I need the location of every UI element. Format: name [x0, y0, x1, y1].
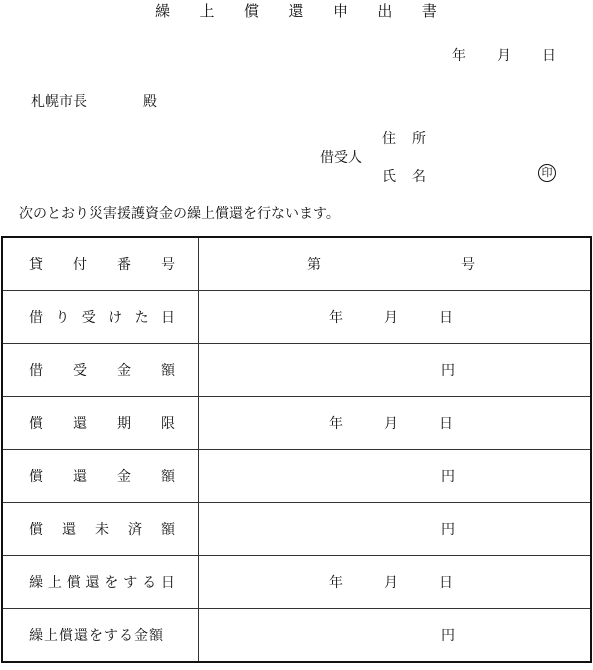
row-label-char: 額	[161, 363, 175, 379]
row-label-char: 貸	[29, 257, 43, 273]
row-label	[29, 519, 175, 539]
row-value-cell[interactable]	[199, 450, 592, 503]
row-label-char: 繰	[29, 575, 43, 591]
row-label	[29, 572, 175, 592]
row-label: 繰上償還をする金額	[29, 628, 164, 644]
row-value-cell[interactable]	[199, 556, 592, 609]
address-label-char: 住	[382, 131, 396, 147]
row-label-cell	[2, 291, 199, 344]
intro-text: 次のとおり災害援護資金の繰上償還を行ないます。	[19, 206, 340, 222]
row-label-cell	[2, 344, 199, 397]
row-label-char: り	[55, 310, 70, 326]
row-value-cell[interactable]	[199, 503, 592, 556]
row-value-cell[interactable]	[199, 291, 592, 344]
address-label	[382, 128, 426, 148]
number-unit: 第	[307, 257, 321, 273]
row-label-char: 受	[73, 363, 87, 379]
name-label	[382, 166, 426, 186]
row-label-char: 限	[161, 416, 175, 432]
row-label-char: る	[142, 575, 157, 591]
date-field	[329, 572, 453, 592]
row-label	[29, 307, 175, 327]
row-label-char: 額	[161, 469, 175, 485]
date-unit: 月	[384, 416, 398, 432]
row-label-char: 還	[73, 416, 87, 432]
form-row	[2, 397, 591, 450]
addressee	[31, 91, 157, 111]
row-label-char: 番	[117, 257, 131, 273]
form-row	[2, 556, 591, 609]
title-char: 繰	[155, 2, 171, 20]
row-label-char: 未	[95, 522, 109, 538]
row-label-char: 日	[160, 575, 175, 591]
date-month: 月	[497, 48, 511, 64]
row-label	[29, 466, 175, 486]
date-year: 年	[452, 48, 466, 64]
row-label-char: 額	[161, 522, 175, 538]
document-title	[155, 0, 437, 21]
form-row	[2, 450, 591, 503]
form-row	[2, 291, 591, 344]
number-unit: 号	[461, 257, 475, 273]
yen-unit: 円	[441, 522, 455, 538]
title-char: 上	[199, 2, 215, 20]
form-row	[2, 344, 591, 397]
row-label-char: を	[104, 575, 119, 591]
form-row	[2, 237, 591, 291]
row-label-char: 還	[85, 575, 100, 591]
row-label-char: す	[123, 575, 138, 591]
row-label-cell	[2, 503, 199, 556]
row-label-cell	[2, 556, 199, 609]
row-label-cell	[2, 450, 199, 503]
date-unit: 月	[384, 575, 398, 591]
row-label	[29, 413, 175, 433]
title-char: 書	[421, 2, 437, 20]
row-label-char: 日	[160, 310, 175, 326]
date-unit: 年	[329, 416, 343, 432]
date-unit: 日	[439, 575, 453, 591]
date-unit: 年	[329, 310, 343, 326]
form-row	[2, 609, 591, 663]
title-char: 申	[332, 2, 348, 20]
date-unit: 日	[439, 416, 453, 432]
yen-unit: 円	[441, 628, 455, 644]
row-value-cell[interactable]	[199, 237, 592, 291]
row-label-char: け	[108, 310, 123, 326]
row-label-char: 済	[128, 522, 142, 538]
title-char: 償	[243, 2, 259, 20]
address-label-char: 所	[412, 131, 426, 147]
yen-unit: 円	[441, 469, 455, 485]
form-row	[2, 503, 591, 556]
row-label-cell	[2, 609, 199, 663]
submission-date	[452, 45, 556, 65]
date-field	[329, 413, 453, 433]
name-label-char: 氏	[382, 169, 396, 185]
row-label-cell	[2, 237, 199, 291]
row-label-char: 償	[29, 522, 43, 538]
date-unit: 年	[329, 575, 343, 591]
title-char: 還	[288, 2, 304, 20]
seal-mark: 印	[538, 164, 556, 182]
date-unit: 日	[439, 310, 453, 326]
row-label	[29, 254, 175, 274]
addressee-honorific: 殿	[143, 94, 157, 110]
date-unit: 月	[384, 310, 398, 326]
row-label-char: 受	[81, 310, 96, 326]
yen-unit: 円	[441, 363, 455, 379]
row-label-char: 還	[62, 522, 76, 538]
row-label-char: 借	[29, 363, 43, 379]
row-label-char: 還	[73, 469, 87, 485]
row-label-char: 償	[29, 469, 43, 485]
addressee-name: 札幌市長	[31, 94, 87, 110]
name-label-char: 名	[412, 169, 426, 185]
row-value-cell[interactable]	[199, 397, 592, 450]
repayment-form-table	[1, 236, 592, 663]
row-label-char: 償	[29, 416, 43, 432]
row-label-char: 借	[29, 310, 43, 326]
row-label-char: 金	[117, 469, 131, 485]
row-label-char: 付	[73, 257, 87, 273]
loan-number-field	[307, 254, 475, 274]
row-label-char: 金	[117, 363, 131, 379]
row-value-cell[interactable]	[199, 609, 592, 663]
row-label-cell	[2, 397, 199, 450]
date-field	[329, 307, 453, 327]
row-label-char: た	[134, 310, 149, 326]
row-label-char: 号	[161, 257, 175, 273]
row-label-char: 上	[47, 575, 62, 591]
date-day: 日	[542, 48, 556, 64]
row-value-cell[interactable]	[199, 344, 592, 397]
borrower-label: 借受人	[320, 150, 362, 166]
title-char: 出	[377, 2, 393, 20]
row-label	[29, 360, 175, 380]
row-label-char: 償	[66, 575, 81, 591]
row-label-char: 期	[117, 416, 131, 432]
